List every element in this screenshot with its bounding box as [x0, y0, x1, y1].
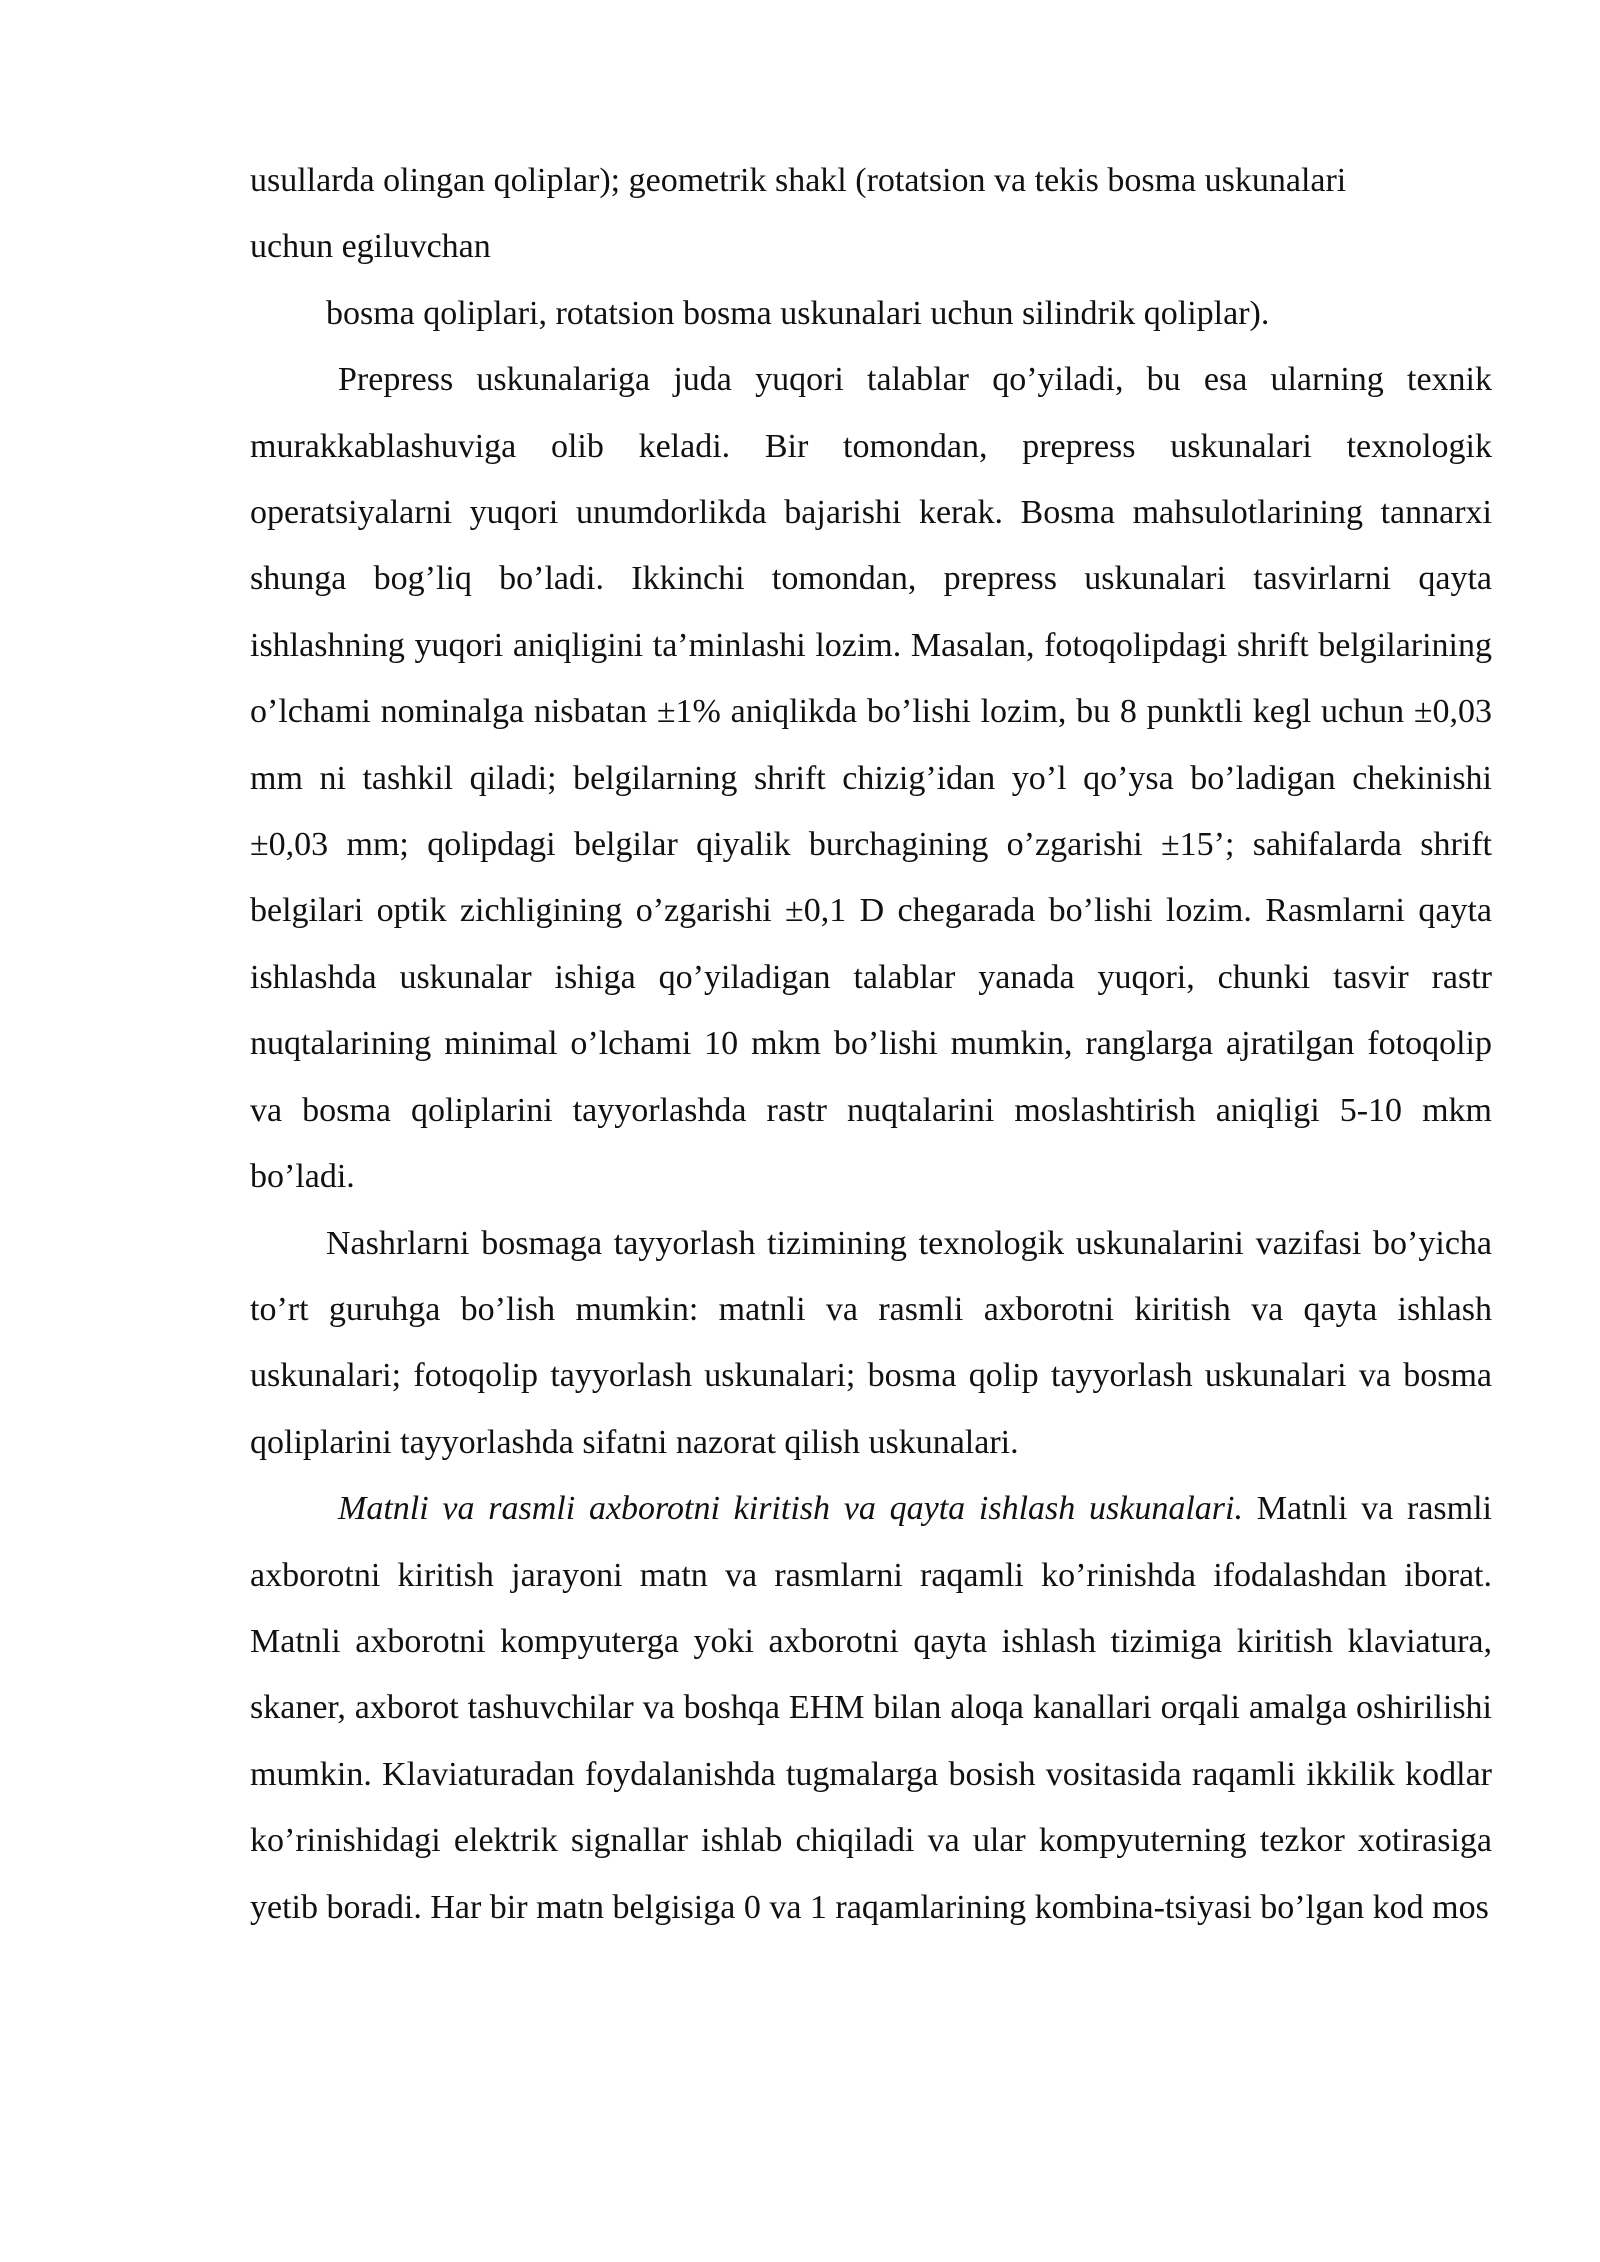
paragraph-equipment-groups: Nashrlarni bosmaga tayyorlash tizimining texnologik uskunalarini vazifasi bo’yicha to’rt guruhga bo’lish mumkin: matnli va rasmli axborotni kiritish va qayta ishlash uskunalari; fotoqolip tayyorlash uskunalari; bosma qolip tayyorlash uskunalari va bosma qoliplarini tayyorlashda sifatni nazorat qilish uskunalari. — [250, 1224, 1492, 1461]
document-page — [250, 148, 1492, 1941]
text-line-continuation: usullarda olingan qoliplar); geometrik shakl (rotatsion va tekis bosma uskunalari — [250, 162, 1347, 199]
paragraph-body: Matnli va rasmli axborotni kiritish jarayoni matn va rasmlarni raqamli ko’rinishda ifodalashdan iborat. Matnli axborotni kompyuterga yoki axborotni qayta ishlash tizimiga kiritish klaviatura, skaner, axborot tashuvchilar va boshqa EHM bilan aloqa kanallari orqali amalga oshirilishi mumkin. Klaviaturadan foydalanishda tugmalarga bosish vositasida raqamli ikkilik kodlar ko’rinishidagi elektrik signallar ishlab chiqiladi va ular kompyuterning tezkor xotirasiga yetib boradi. Har bir matn belgisiga 0 va 1 raqamlarining kombina-tsiyasi bo’lgan kod mos — [250, 1490, 1492, 1926]
text-line-indented: bosma qoliplari, rotatsion bosma uskunalari uchun silindrik qoliplar). — [326, 294, 1270, 332]
paragraph-prepress-requirements: Prepress uskunalariga juda yuqori talablar qo’yiladi, bu esa ularning texnik murakkablashuviga olib keladi. Bir tomondan, prepress uskunalari texnologik operatsiyalarni yuqori unumdorlikda bajarishi kerak. Bosma mahsulotlarining tannarxi shunga bog’liq bo’ladi. Ikkinchi tomondan, prepress uskunalari tasvirlarni qayta ishlashning yuqori aniqligini ta’minlashi lozim. Masalan, fotoqolipdagi shrift belgilarining o’lchami nominalga nisbatan ±1% aniqlikda bo’lishi lozim, bu 8 punktli kegl uchun ±0,03 mm ni tashkil qiladi; belgilarning shrift chizig’idan yo’l qo’ysa bo’ladigan chekinishi ±0,03 mm; qolipdagi belgilar qiyalik burchagining o’zgarishi ±15’; sahifalarda shrift belgilari optik zichligining o’zgarishi ±0,1 D chegarada bo’lishi lozim. Rasmlarni qayta ishlashda uskunalar ishiga qo’yiladigan talablar yanada yuqori, chunki tasvir rastr nuqtalarining minimal o’lchami 10 mkm bo’lishi mumkin, ranglarga ajratilgan fotoqolip va bosma qoliplarini tayyorlashda rastr nuqtalarini moslashtirish aniqligi 5-10 mkm bo’ladi. — [250, 361, 1492, 1196]
paragraph-heading-italic: Matnli va rasmli axborotni kiritish va qayta ishlash uskunalari. — [338, 1490, 1243, 1528]
paragraph-text-image-input — [250, 1476, 1492, 1941]
text-line-continuation-end: uchun egiluvchan — [250, 228, 491, 266]
